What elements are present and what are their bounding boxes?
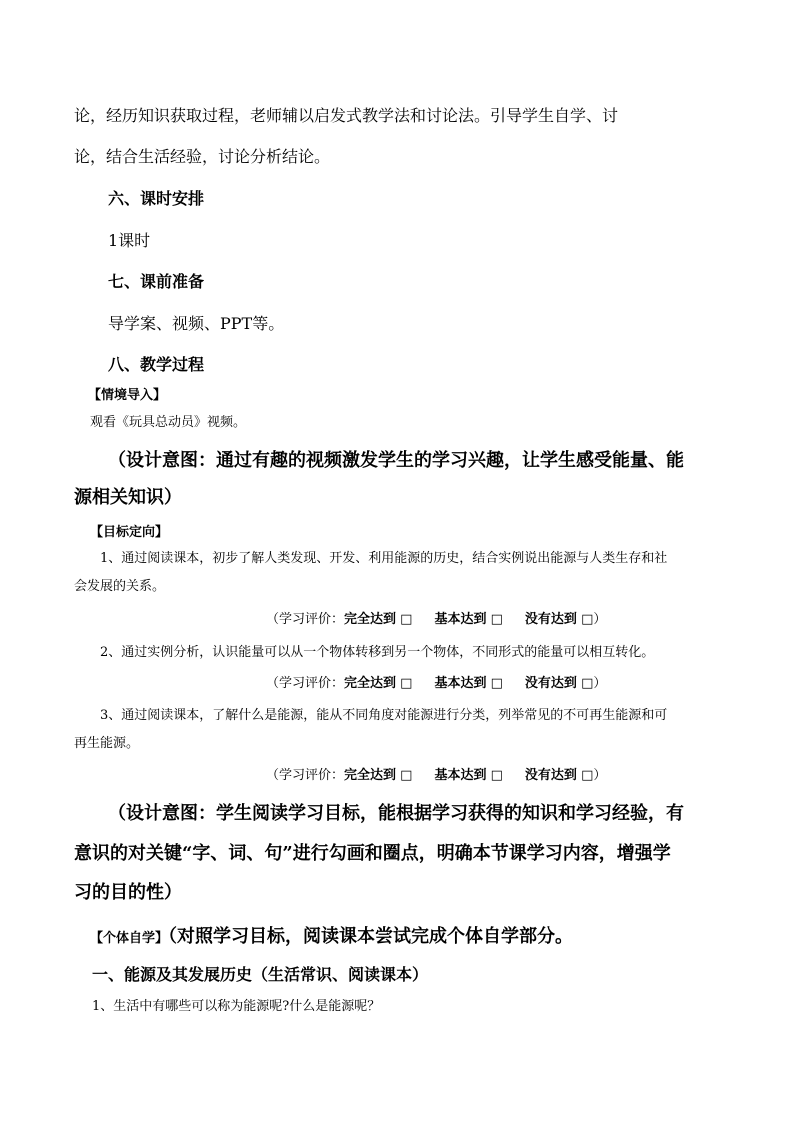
situation-design-line-2: 源相关知识） xyxy=(74,487,182,508)
intro-line-1: 论，经历知识获取过程，老师辅以启发式教学法和讨论法。引导学生自学、讨 xyxy=(74,106,619,125)
checkbox-basic[interactable]: □ xyxy=(490,612,503,627)
goal-3-line-1: 3、通过阅读课本，了解什么是能源，能从不同角度对能源进行分类，列举常见的不可再生能源和可 xyxy=(100,708,668,723)
goal-3-line-2: 再生能源。 xyxy=(74,736,140,751)
section-8-heading: 八、教学过程 xyxy=(108,355,205,374)
self-study-section-1: 一、能源及其发展历史（生活常识、阅读课本） xyxy=(92,965,429,984)
self-study-text: （对照学习目标，阅读课本尝试完成个体自学部分。 xyxy=(168,926,574,947)
goals-design-line-1: （设计意图：学生阅读学习目标，能根据学习获得的知识和学习经验，有 xyxy=(108,803,684,824)
self-study-question-1: 1、生活中有哪些可以称为能源呢?什么是能源呢？ xyxy=(92,999,381,1014)
goals-design-line-2: 意识的对关键“字、词、句”进行勾画和圈点，明确本节课学习内容，增强学 xyxy=(74,843,671,864)
checkbox-basic[interactable]: □ xyxy=(490,676,503,691)
goal-2-line-1: 2、通过实例分析，认识能量可以从一个物体转移到另一个物体，不同形式的能量可以相互转化。 xyxy=(100,645,655,660)
evaluation-prefix: （学习评价： xyxy=(266,676,345,691)
checkbox-none[interactable]: □ xyxy=(581,768,594,783)
goal-1-line-1: 1、通过阅读课本，初步了解人类发现、开发、利用能源的历史，结合实例说出能源与人类生存和社 xyxy=(100,551,668,566)
evaluation-level-none: 没有达到 xyxy=(524,768,577,783)
goals-design-line-3: 习的目的性） xyxy=(74,882,182,903)
section-7-heading: 七、课前准备 xyxy=(108,272,205,291)
goal-1-evaluation xyxy=(266,613,606,626)
evaluation-level-full: 完全达到 xyxy=(344,612,397,627)
section-7-text: 导学案、视频、PPT等。 xyxy=(108,314,285,333)
evaluation-level-basic: 基本达到 xyxy=(434,676,487,691)
evaluation-level-none: 没有达到 xyxy=(524,676,577,691)
checkbox-none[interactable]: □ xyxy=(581,676,594,691)
goals-label: 【目标定向】 xyxy=(90,525,169,540)
self-study-line xyxy=(90,928,573,946)
section-6-text: 1课时 xyxy=(108,231,151,250)
checkbox-full[interactable]: □ xyxy=(400,612,413,627)
situation-text: 观看《玩具总动员》视频。 xyxy=(90,415,247,430)
checkbox-basic[interactable]: □ xyxy=(490,768,503,783)
checkbox-full[interactable]: □ xyxy=(400,768,413,783)
checkbox-none[interactable]: □ xyxy=(581,612,594,627)
goal-1-line-2: 会发展的关系。 xyxy=(74,579,166,594)
evaluation-level-none: 没有达到 xyxy=(524,612,577,627)
evaluation-prefix: （学习评价： xyxy=(266,768,345,783)
evaluation-suffix: ） xyxy=(593,676,607,691)
evaluation-suffix: ） xyxy=(593,612,607,627)
section-6-heading: 六、课时安排 xyxy=(108,189,205,208)
intro-line-2: 论，结合生活经验，讨论分析结论。 xyxy=(74,147,331,166)
goal-2-evaluation xyxy=(266,677,606,690)
situation-label: 【情境导入】 xyxy=(88,388,167,403)
goal-3-evaluation xyxy=(266,769,606,782)
evaluation-level-basic: 基本达到 xyxy=(434,612,487,627)
evaluation-level-full: 完全达到 xyxy=(344,768,397,783)
self-study-label: 【个体自学】 xyxy=(90,931,169,946)
evaluation-prefix: （学习评价： xyxy=(266,612,345,627)
evaluation-suffix: ） xyxy=(593,768,607,783)
checkbox-full[interactable]: □ xyxy=(400,676,413,691)
evaluation-level-full: 完全达到 xyxy=(344,676,397,691)
evaluation-level-basic: 基本达到 xyxy=(434,768,487,783)
situation-design-line-1: （设计意图：通过有趣的视频激发学生的学习兴趣，让学生感受能量、能 xyxy=(108,450,684,471)
